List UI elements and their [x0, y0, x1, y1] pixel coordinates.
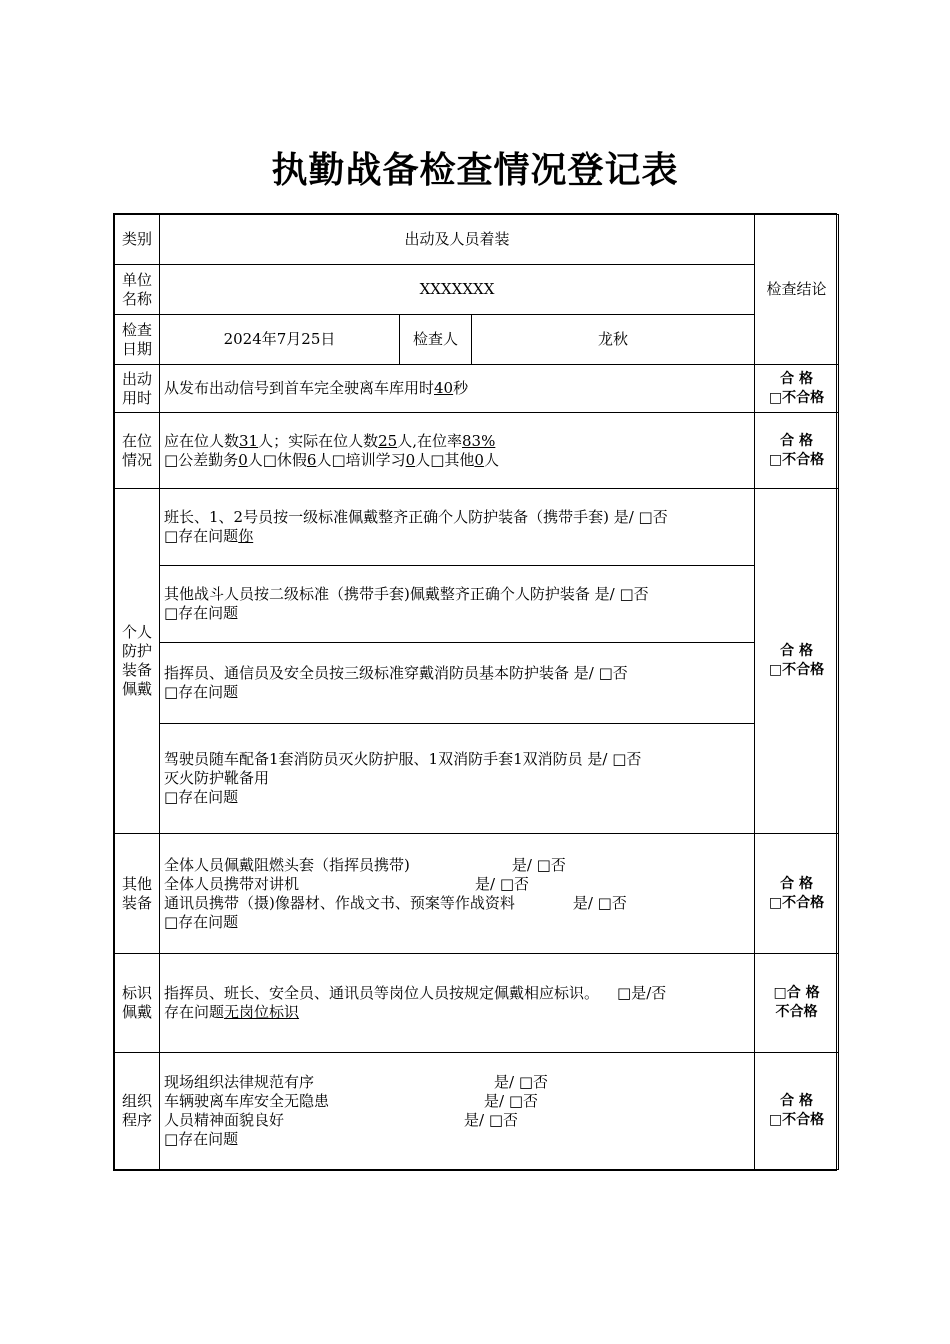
- inspector-value: 龙秋: [472, 315, 755, 365]
- date-value: 2024年7月25日: [160, 315, 400, 365]
- ppe-item-text: 驾驶员随车配备1套消防员灭火防护服、1双消防手套1双消防员 是/ □否: [164, 750, 642, 768]
- presence-label: 在位情况: [115, 413, 160, 489]
- inspector-label: 检查人: [400, 315, 472, 365]
- ppe-issue-label: □存在问题: [164, 788, 239, 806]
- ppe-issue-label: □存在问题: [164, 683, 239, 701]
- ppe-item-2: [160, 566, 755, 643]
- dispatch-conclusion: [755, 365, 839, 413]
- ppe-issue-value: 你: [238, 527, 254, 545]
- line-text: 通讯员携带（摄)像器材、作战文书、预案等作战资料: [164, 893, 515, 912]
- unit-label: 单位名称: [115, 265, 160, 315]
- other-equipment-conclusion: [755, 834, 839, 954]
- ppe-item-issue: [164, 527, 750, 546]
- presence-text: 人,在位率: [397, 431, 462, 450]
- line-text: 全体人员携带对讲机: [164, 874, 300, 893]
- category-label: 类别: [115, 215, 160, 265]
- procedure-line: [164, 1111, 750, 1130]
- dispatch-label: 出动用时: [115, 365, 160, 413]
- presence-text: □公差勤务: [164, 450, 239, 469]
- insignia-content: [160, 954, 755, 1053]
- other-equipment-label: 其他装备: [115, 834, 160, 954]
- ppe-item-1: [160, 489, 755, 566]
- conclusion-header: 检查结论: [755, 215, 839, 365]
- line-text: 指挥员、班长、安全员、通讯员等岗位人员按规定佩戴相应标识。: [164, 984, 600, 1002]
- procedure-content: [160, 1053, 755, 1170]
- dispatch-content: [160, 365, 755, 413]
- line-text: 全体人员佩戴阻燃头套（指挥员携带): [164, 855, 410, 874]
- presence-leave-count: 6: [306, 450, 317, 469]
- presence-pass: 合 格: [780, 432, 813, 449]
- dispatch-text-pre: 从发布出动信号到首车完全驶离车库用时: [164, 379, 435, 397]
- dispatch-fail: □不合格: [768, 389, 825, 406]
- presence-text: 人；实际在位人数: [258, 431, 379, 450]
- issue-label: □存在问题: [164, 912, 239, 931]
- ppe-item-3: [160, 643, 755, 724]
- line-check: 是/ □否: [484, 1092, 539, 1110]
- presence-text: 应在位人数: [164, 431, 240, 450]
- ppe-item-text: 其他战斗人员按二级标准（携带手套)佩戴整齐正确个人防护装备 是/ □否: [164, 585, 649, 603]
- unit-value: XXXXXXX: [160, 265, 755, 315]
- line-check: 是/ □否: [464, 1111, 519, 1129]
- presence-fail: □不合格: [768, 451, 825, 468]
- presence-line2: [164, 451, 750, 470]
- presence-line1: [164, 432, 750, 451]
- dispatch-seconds: 40: [434, 379, 454, 397]
- presence-text: 人: [483, 450, 499, 469]
- procedure-fail: □不合格: [768, 1112, 825, 1128]
- other-equipment-pass: 合 格: [780, 875, 813, 892]
- line-text: 人员精神面貌良好: [164, 1111, 285, 1129]
- ppe-pass: 合 格: [780, 643, 813, 659]
- issue-label: □存在问题: [164, 1130, 239, 1148]
- presence-content: [160, 413, 755, 489]
- ppe-item-4: [160, 724, 755, 834]
- line-check: 是/ □否: [494, 1073, 549, 1091]
- presence-text: 人□休假: [247, 450, 307, 469]
- other-equipment-line: [164, 856, 750, 875]
- insignia-fail: 不合格: [775, 1004, 818, 1020]
- insignia-line: [164, 984, 750, 1003]
- category-value: 出动及人员着装: [160, 215, 755, 265]
- presence-training-count: 0: [405, 450, 416, 469]
- presence-conclusion: [755, 413, 839, 489]
- date-label: 检查日期: [115, 315, 160, 365]
- line-check: 是/ □否: [475, 874, 530, 893]
- line-check: 是/ □否: [511, 855, 566, 874]
- line-check: 是/ □否: [572, 893, 627, 912]
- presence-other-count: 0: [474, 450, 484, 469]
- other-equipment-line: [164, 894, 750, 913]
- presence-text: 人□培训学习: [316, 450, 406, 469]
- presence-rate: 83%: [462, 431, 496, 450]
- ppe-label: 个人防护装备佩戴: [115, 489, 160, 834]
- insignia-conclusion: [755, 954, 839, 1053]
- ppe-item-text: 指挥员、通信员及安全员按三级标准穿戴消防员基本防护装备 是/ □否: [164, 664, 628, 682]
- dispatch-text-post: 秒: [453, 379, 469, 397]
- procedure-line: [164, 1073, 750, 1092]
- procedure-conclusion: [755, 1053, 839, 1170]
- procedure-pass: 合 格: [780, 1093, 813, 1109]
- line-check: □是/否: [617, 984, 667, 1002]
- other-equipment-content: [160, 834, 755, 954]
- ppe-conclusion: [755, 489, 839, 834]
- ppe-issue-label: □存在问题: [164, 527, 239, 545]
- ppe-item-text: 灭火防护靴备用: [164, 769, 270, 787]
- presence-should-count: 31: [239, 431, 259, 450]
- line-text: 现场组织法律规范有序: [164, 1073, 315, 1091]
- issue-label: 存在问题: [164, 1003, 225, 1021]
- ppe-fail: □不合格: [768, 662, 825, 678]
- presence-duty-count: 0: [238, 450, 248, 469]
- procedure-label: 组织程序: [115, 1053, 160, 1170]
- procedure-line: [164, 1092, 750, 1111]
- issue-value: 无岗位标识: [224, 1003, 300, 1021]
- insignia-label: 标识佩戴: [115, 954, 160, 1053]
- inspection-table: [113, 213, 837, 1171]
- page-title: 执勤战备检查情况登记表: [271, 150, 679, 191]
- insignia-pass: □合 格: [773, 985, 820, 1001]
- presence-actual-count: 25: [378, 431, 398, 450]
- presence-text: 人□其他: [415, 450, 475, 469]
- dispatch-pass: 合 格: [780, 370, 813, 387]
- ppe-issue-label: □存在问题: [164, 604, 239, 622]
- insignia-issue: [164, 1003, 750, 1022]
- line-text: 车辆驶离车库安全无隐患: [164, 1092, 330, 1110]
- ppe-item-text: 班长、1、2号员按一级标准佩戴整齐正确个人防护装备（携带手套) 是/ □否: [164, 508, 668, 526]
- other-equipment-line: [164, 875, 750, 894]
- other-equipment-fail: □不合格: [768, 894, 825, 911]
